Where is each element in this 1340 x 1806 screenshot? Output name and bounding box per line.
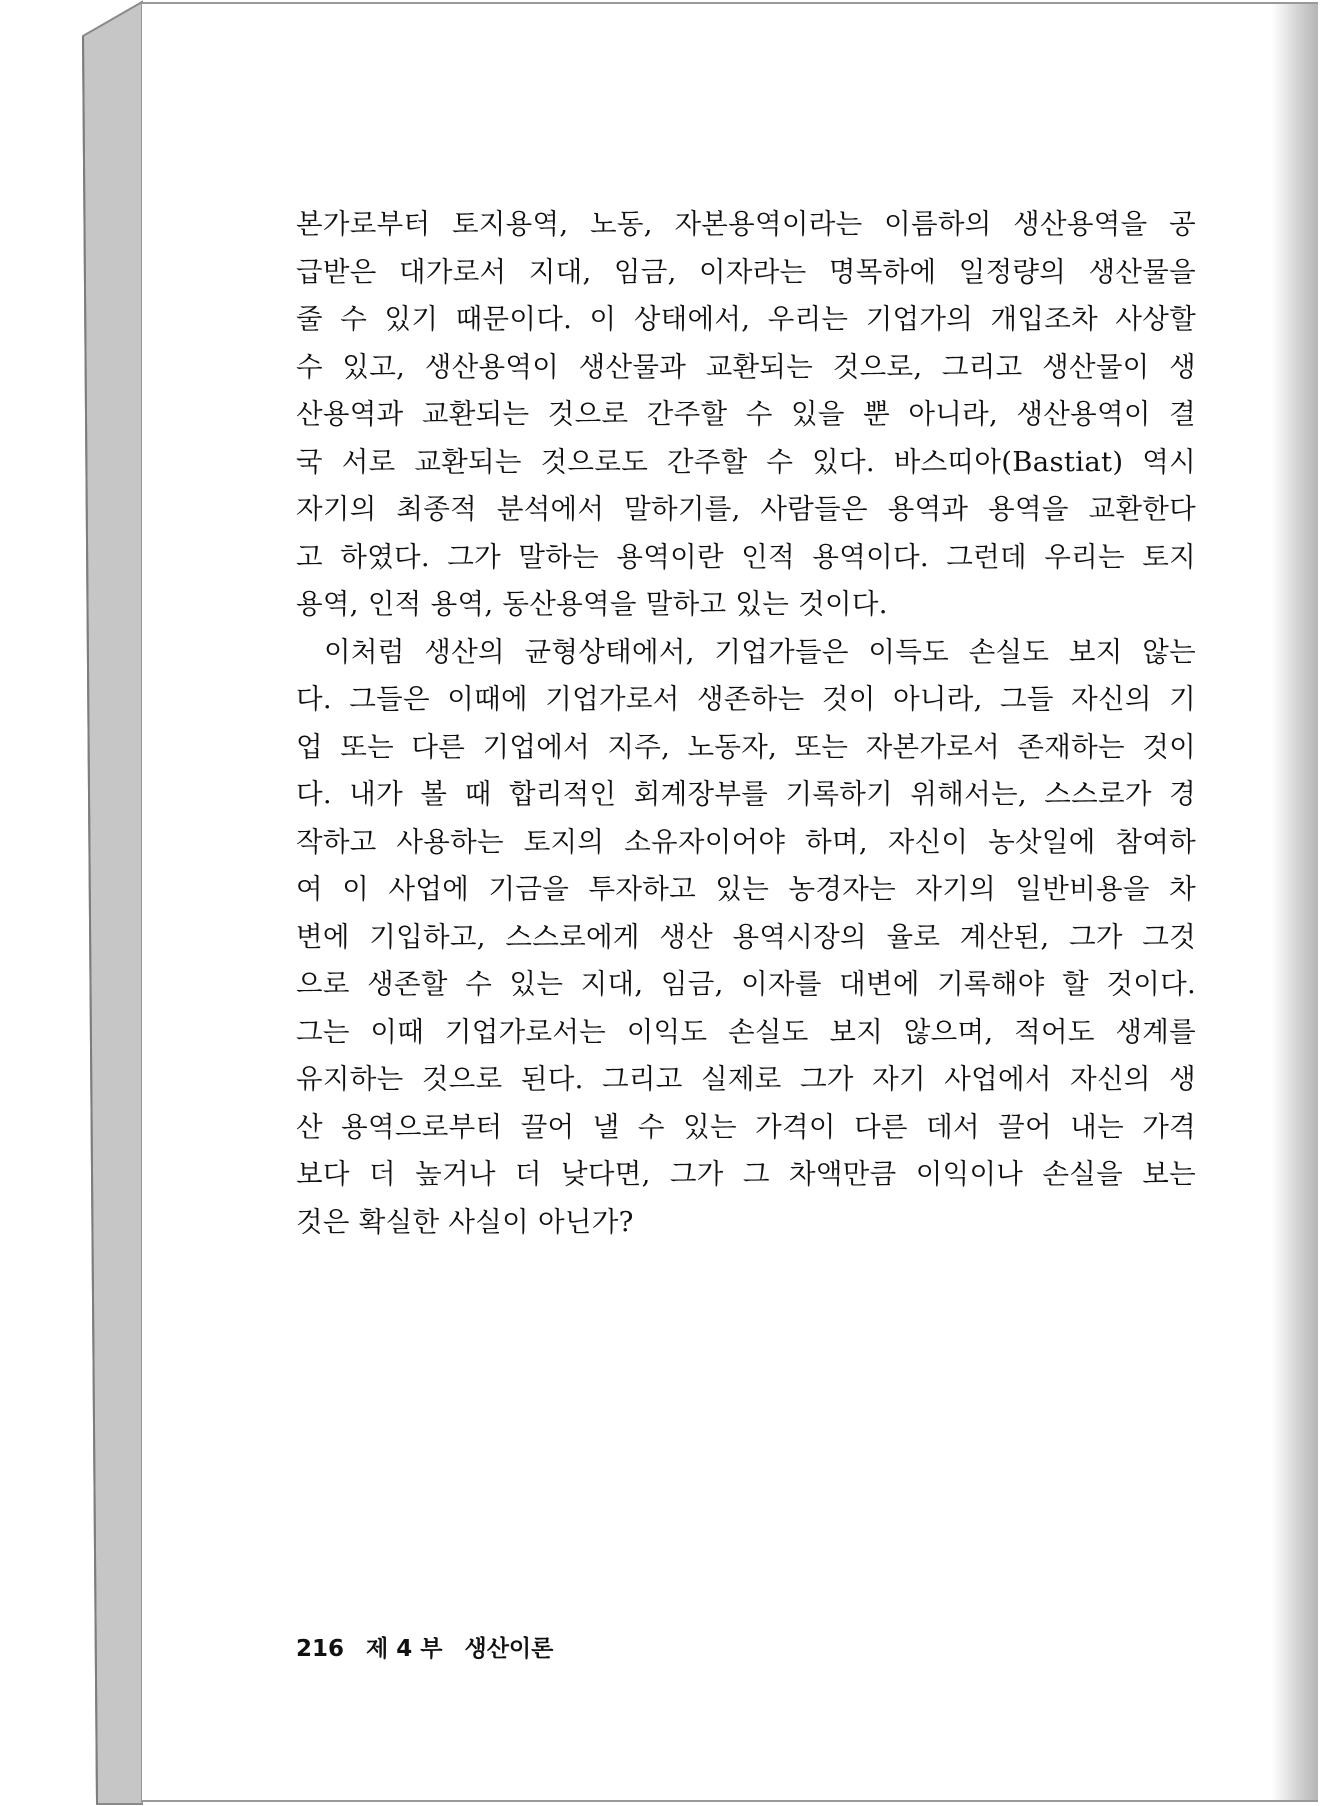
text-line: 줄 수 있기 때문이다. 이 상태에서, 우리는 기업가의 개입조차 사상할: [296, 303, 1196, 335]
page-number: 216: [296, 1636, 345, 1662]
page-footer: [296, 1630, 575, 1663]
text-line: 자기의 최종적 분석에서 말하기를, 사람들은 용역과 용역을 교환한다: [296, 493, 1196, 525]
text-line: 산 용역으로부터 끌어 낼 수 있는 가격이 다른 데서 끌어 내는 가격: [296, 1110, 1196, 1143]
text-line: 작하고 사용하는 토지의 소유자이어야 하며, 자신이 농삿일에 참여하: [296, 825, 1196, 858]
text-line: 수 있고, 생산용역이 생산물과 교환되는 것으로, 그리고 생산물이 생: [296, 350, 1196, 383]
footer-section: 생산이론: [464, 1636, 554, 1662]
page-edge-shadow: [1272, 4, 1318, 1800]
text-line: 것은 확실한 사실이 아닌가?: [296, 1205, 634, 1238]
text-line: 변에 기입하고, 스스로에게 생산 용역시장의 율로 계산된, 그가 그것: [296, 920, 1196, 953]
text-line: 고 하였다. 그가 말하는 용역이란 인적 용역이다. 그런데 우리는 토지: [296, 540, 1196, 573]
text-line: 업 또는 다른 기업에서 지주, 노동자, 또는 자본가로서 존재하는 것이: [296, 730, 1196, 763]
footer-part: 제 4 부: [366, 1636, 443, 1662]
text-line: 다. 그들은 이때에 기업가로서 생존하는 것이 아니라, 그들 자신의 기: [296, 683, 1196, 715]
text-line: 다. 내가 볼 때 합리적인 회계장부를 기록하기 위해서는, 스스로가 경: [296, 778, 1196, 810]
text-line: 국 서로 교환되는 것으로도 간주할 수 있다. 바스띠아(Bastiat) 역시: [296, 445, 1196, 478]
text-line: 그는 이때 기업가로서는 이익도 손실도 보지 않으며, 적어도 생계를: [296, 1015, 1196, 1048]
text-line: 용역, 인적 용역, 동산용역을 말하고 있는 것이다.: [296, 588, 888, 620]
text-line: 이처럼 생산의 균형상태에서, 기업가들은 이득도 손실도 보지 않는: [324, 635, 1196, 668]
page-body-text: [296, 201, 1196, 1246]
text-line: 급받은 대가로서 지대, 임금, 이자라는 명목하에 일정량의 생산물을: [296, 255, 1196, 288]
text-line: 보다 더 높거나 더 낮다면, 그가 그 차액만큼 이익이나 손실을 보는: [296, 1158, 1196, 1190]
book-page: [142, 2, 1318, 1802]
text-line: 본가로부터 토지용역, 노동, 자본용역이라는 이름하의 생산용역을 공: [296, 208, 1196, 240]
text-line: 여 이 사업에 기금을 투자하고 있는 농경자는 자기의 일반비용을 차: [296, 873, 1196, 905]
text-line: 산용역과 교환되는 것으로 간주할 수 있을 뿐 아니라, 생산용역이 결: [296, 398, 1196, 430]
text-line: 유지하는 것으로 된다. 그리고 실제로 그가 자기 사업에서 자신의 생: [296, 1063, 1196, 1095]
text-line: 으로 생존할 수 있는 지대, 임금, 이자를 대변에 기록해야 할 것이다.: [296, 968, 1196, 1000]
